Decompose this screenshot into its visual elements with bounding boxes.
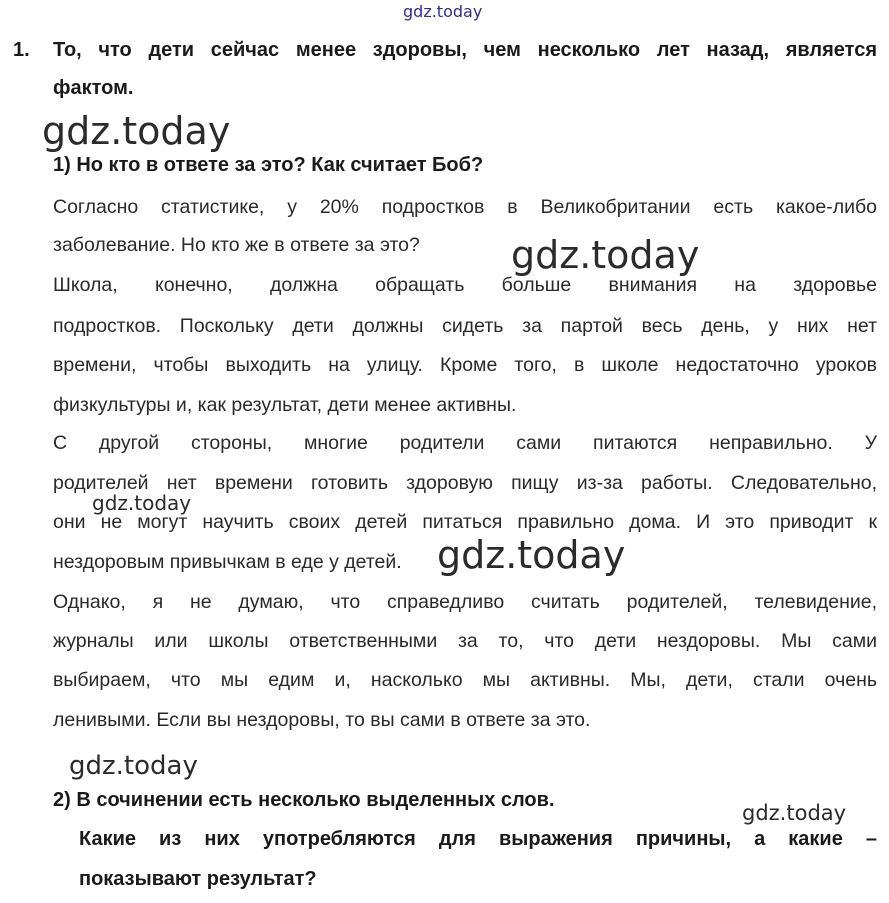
essay-line: ленивыми. Если вы нездоровы, то вы сами в ответе за это. — [53, 709, 591, 731]
watermark: gdz.today — [69, 751, 198, 781]
watermark: gdz.today — [437, 533, 626, 577]
task-statement-line: фактом. — [53, 77, 134, 99]
essay-line: С другой стороны, многие родители сами питаются неправильно. У — [53, 432, 877, 454]
essay-line: Однако, я не думаю, что справедливо считать родителей, телевидение, — [53, 591, 877, 613]
essay-line: Согласно статистике, у 20% подростков в Великобритании есть какое-либо — [53, 196, 877, 218]
essay-line: выбираем, что мы едим и, насколько мы активны. Мы, дети, стали очень — [53, 669, 877, 691]
task-statement-line: То, что дети сейчас менее здоровы, чем несколько лет назад, является — [53, 39, 877, 61]
essay-line: заболевание. Но кто же в ответе за это? — [53, 234, 420, 256]
essay-line: подростков. Поскольку дети должны сидеть за партой весь день, у них нет — [53, 315, 877, 337]
essay-line: Школа, конечно, должна обращать больше внимания на здоровье — [53, 274, 877, 296]
question-2-title: 2) В сочинении есть несколько выделенных слов. — [53, 789, 555, 811]
essay-line: журналы или школы ответственными за то, что дети нездоровы. Мы сами — [53, 630, 877, 652]
question-1-title: 1) Но кто в ответе за это? Как считает Боб? — [53, 154, 484, 176]
task-number: 1. — [13, 39, 30, 61]
question-2-line: показывают результат? — [79, 868, 317, 890]
essay-line: родителей нет времени готовить здоровую пищу из-за работы. Следовательно, — [53, 472, 877, 494]
watermark: gdz.today — [403, 2, 483, 21]
essay-line: времени, чтобы выходить на улицу. Кроме того, в школе недостаточно уроков — [53, 354, 877, 376]
watermark: gdz.today — [92, 491, 192, 515]
question-2-line: Какие из них употребляются для выражения причины, а какие – — [79, 828, 877, 850]
essay-line: они не могут научить своих детей питаться правильно дома. И это приводит к — [53, 511, 877, 533]
watermark: gdz.today — [742, 801, 847, 825]
watermark: gdz.today — [42, 109, 231, 153]
essay-line: нездоровым привычкам в еде у детей. — [53, 551, 402, 573]
essay-line: физкультуры и, как результат, дети менее активны. — [53, 394, 517, 416]
watermark: gdz.today — [511, 233, 700, 277]
